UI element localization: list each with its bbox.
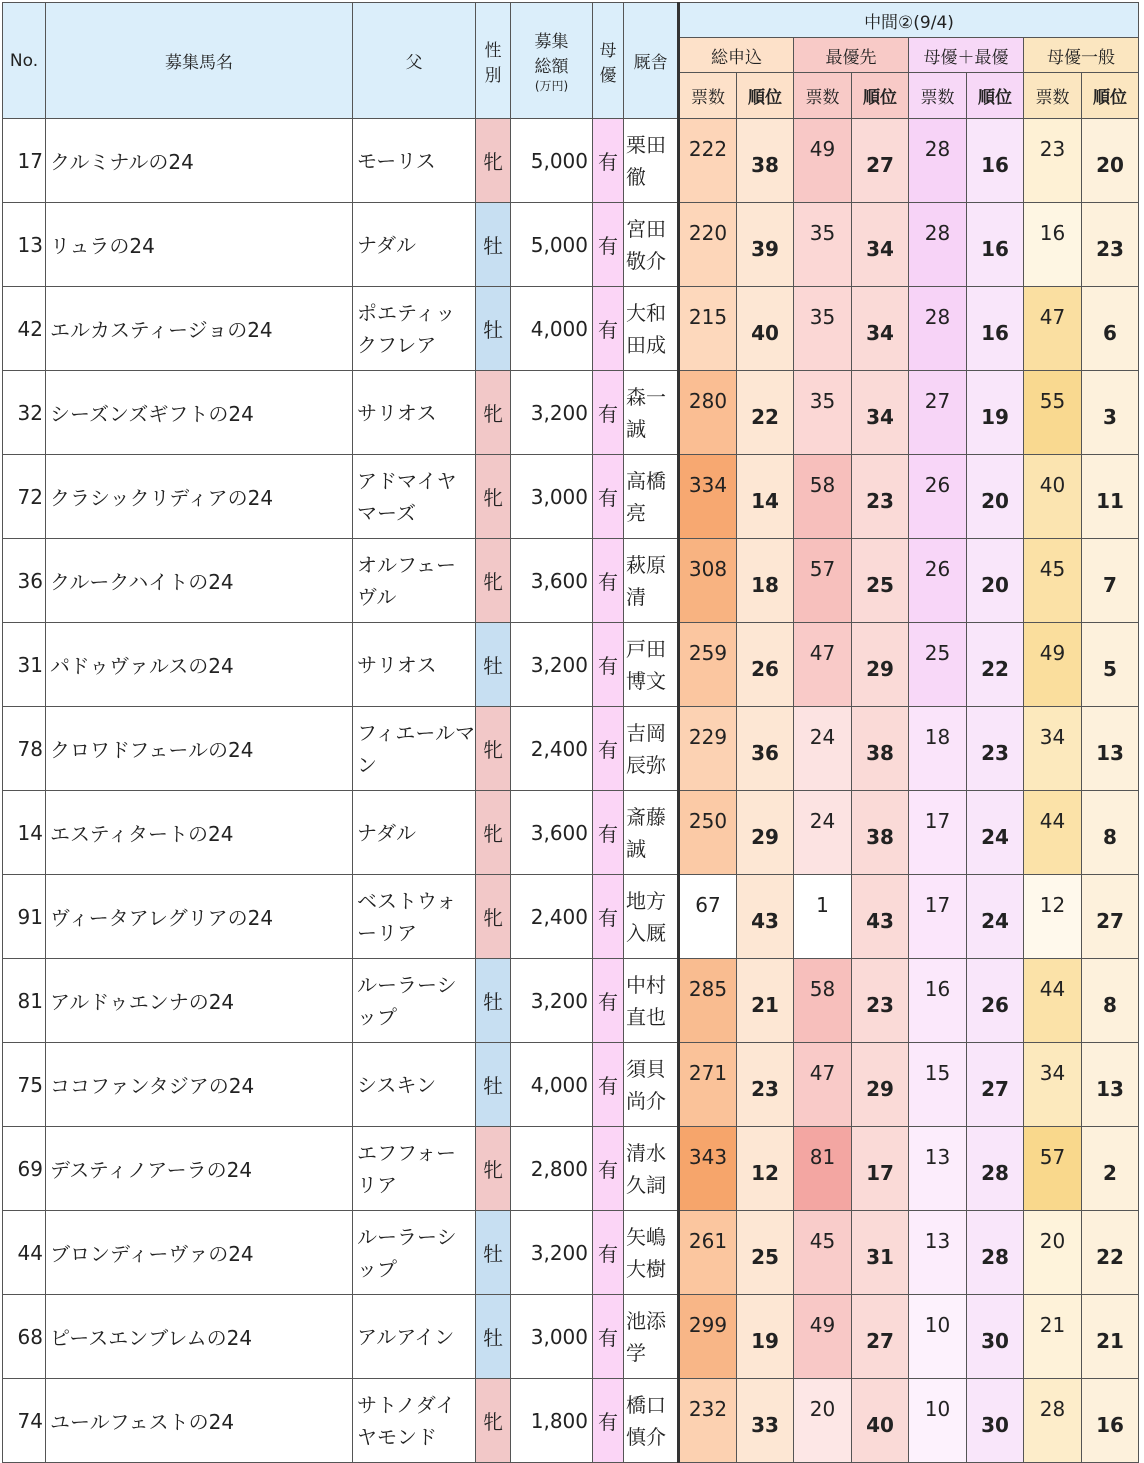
stable-cell: 吉岡辰弥	[624, 707, 679, 791]
total-rank: 12	[737, 1127, 794, 1211]
header-interim: 中間②(9/4)	[679, 3, 1139, 38]
total-votes: 271	[679, 1043, 737, 1127]
table-row	[3, 1127, 1139, 1211]
vote-header: 票数	[909, 73, 967, 119]
horse-no: 74	[3, 1379, 46, 1463]
top-votes: 24	[794, 707, 852, 791]
mother-general-rank: 8	[1082, 791, 1139, 875]
sire-name: シスキン	[353, 1043, 476, 1127]
sex-cell: 牝	[476, 539, 511, 623]
horse-name: リュラの24	[46, 203, 353, 287]
mother-top-votes: 10	[909, 1379, 967, 1463]
total-rank: 18	[737, 539, 794, 623]
sire-name: サリオス	[353, 371, 476, 455]
mother-top-rank: 28	[967, 1127, 1024, 1211]
sire-name: ベストウォーリア	[353, 875, 476, 959]
stable-cell: 栗田徹	[624, 119, 679, 203]
mother-priority-cell: 有	[593, 119, 624, 203]
horse-name: アルドゥエンナの24	[46, 959, 353, 1043]
mother-top-votes: 28	[909, 203, 967, 287]
header-price: 募集 総額 (万円)	[511, 3, 593, 119]
mother-general-votes: 16	[1024, 203, 1082, 287]
top-rank: 23	[852, 959, 909, 1043]
sex-cell: 牡	[476, 623, 511, 707]
price-cell: 3,000	[511, 455, 593, 539]
mother-general-votes: 34	[1024, 707, 1082, 791]
header-mother-priority: 母 優	[593, 3, 624, 119]
sex-cell: 牡	[476, 287, 511, 371]
mother-priority-cell: 有	[593, 1295, 624, 1379]
top-votes: 24	[794, 791, 852, 875]
top-rank: 34	[852, 203, 909, 287]
mother-general-votes: 34	[1024, 1043, 1082, 1127]
price-cell: 4,000	[511, 287, 593, 371]
top-votes: 35	[794, 287, 852, 371]
top-rank: 43	[852, 875, 909, 959]
top-rank: 31	[852, 1211, 909, 1295]
mother-top-rank: 30	[967, 1379, 1024, 1463]
mother-top-rank: 24	[967, 791, 1024, 875]
sex-cell: 牝	[476, 119, 511, 203]
mother-top-rank: 20	[967, 539, 1024, 623]
sire-name: フィエールマン	[353, 707, 476, 791]
mother-priority-cell: 有	[593, 1379, 624, 1463]
horse-no: 36	[3, 539, 46, 623]
mother-top-rank: 24	[967, 875, 1024, 959]
mother-general-votes: 12	[1024, 875, 1082, 959]
mother-top-rank: 19	[967, 371, 1024, 455]
sex-cell: 牡	[476, 1211, 511, 1295]
table-row	[3, 119, 1139, 203]
table-row	[3, 959, 1139, 1043]
mother-top-votes: 17	[909, 875, 967, 959]
top-votes: 58	[794, 959, 852, 1043]
top-rank: 34	[852, 371, 909, 455]
total-rank: 39	[737, 203, 794, 287]
mother-top-votes: 26	[909, 455, 967, 539]
mother-general-rank: 27	[1082, 875, 1139, 959]
mother-general-rank: 22	[1082, 1211, 1139, 1295]
total-votes: 308	[679, 539, 737, 623]
header-horse-name: 募集馬名	[46, 3, 353, 119]
stable-cell: 清水久詞	[624, 1127, 679, 1211]
stable-cell: 池添学	[624, 1295, 679, 1379]
table-row	[3, 455, 1139, 539]
rank-header: 順位	[1082, 73, 1139, 119]
group-mother-general: 母優一般	[1024, 38, 1139, 73]
sex-cell: 牝	[476, 875, 511, 959]
total-votes: 232	[679, 1379, 737, 1463]
mother-priority-cell: 有	[593, 791, 624, 875]
top-votes: 81	[794, 1127, 852, 1211]
sire-name: ナダル	[353, 203, 476, 287]
sire-name: ルーラーシップ	[353, 959, 476, 1043]
mother-priority-cell: 有	[593, 371, 624, 455]
price-cell: 3,200	[511, 623, 593, 707]
price-cell: 3,000	[511, 1295, 593, 1379]
total-rank: 22	[737, 371, 794, 455]
mother-top-votes: 13	[909, 1127, 967, 1211]
horse-no: 44	[3, 1211, 46, 1295]
table-row	[3, 371, 1139, 455]
group-mother-top: 母優＋最優	[909, 38, 1024, 73]
mother-top-votes: 25	[909, 623, 967, 707]
table-row	[3, 287, 1139, 371]
mother-general-votes: 40	[1024, 455, 1082, 539]
mother-general-votes: 55	[1024, 371, 1082, 455]
mother-general-votes: 49	[1024, 623, 1082, 707]
stable-cell: 斎藤誠	[624, 791, 679, 875]
header-stable: 厩舎	[624, 3, 679, 119]
sire-name: アドマイヤマーズ	[353, 455, 476, 539]
horse-name: クロワドフェールの24	[46, 707, 353, 791]
horse-no: 68	[3, 1295, 46, 1379]
mother-general-votes: 44	[1024, 959, 1082, 1043]
mother-priority-cell: 有	[593, 455, 624, 539]
stable-cell: 橋口慎介	[624, 1379, 679, 1463]
mother-top-rank: 16	[967, 287, 1024, 371]
mother-priority-cell: 有	[593, 707, 624, 791]
price-cell: 3,600	[511, 539, 593, 623]
sex-cell: 牝	[476, 791, 511, 875]
mother-general-rank: 20	[1082, 119, 1139, 203]
total-rank: 40	[737, 287, 794, 371]
mother-top-rank: 26	[967, 959, 1024, 1043]
mother-top-votes: 17	[909, 791, 967, 875]
mother-general-votes: 47	[1024, 287, 1082, 371]
mother-top-votes: 28	[909, 119, 967, 203]
recruitment-table	[2, 2, 1139, 1463]
mother-priority-cell: 有	[593, 1043, 624, 1127]
mother-top-rank: 22	[967, 623, 1024, 707]
total-rank: 43	[737, 875, 794, 959]
mother-general-rank: 2	[1082, 1127, 1139, 1211]
total-rank: 21	[737, 959, 794, 1043]
total-votes: 220	[679, 203, 737, 287]
table-row	[3, 875, 1139, 959]
total-rank: 23	[737, 1043, 794, 1127]
table-row	[3, 203, 1139, 287]
total-rank: 19	[737, 1295, 794, 1379]
header-sex: 性 別	[476, 3, 511, 119]
horse-name: ヴィータアレグリアの24	[46, 875, 353, 959]
price-cell: 3,200	[511, 371, 593, 455]
price-cell: 3,600	[511, 791, 593, 875]
mother-general-votes: 21	[1024, 1295, 1082, 1379]
sire-name: アルアイン	[353, 1295, 476, 1379]
sire-name: モーリス	[353, 119, 476, 203]
total-votes: 334	[679, 455, 737, 539]
top-rank: 27	[852, 1295, 909, 1379]
mother-top-votes: 13	[909, 1211, 967, 1295]
stable-cell: 萩原清	[624, 539, 679, 623]
table-row	[3, 623, 1139, 707]
mother-top-rank: 30	[967, 1295, 1024, 1379]
top-votes: 57	[794, 539, 852, 623]
table-row	[3, 707, 1139, 791]
mother-top-rank: 16	[967, 119, 1024, 203]
price-cell: 4,000	[511, 1043, 593, 1127]
horse-name: クルミナルの24	[46, 119, 353, 203]
top-votes: 35	[794, 203, 852, 287]
vote-header: 票数	[794, 73, 852, 119]
total-rank: 33	[737, 1379, 794, 1463]
mother-general-votes: 23	[1024, 119, 1082, 203]
total-rank: 14	[737, 455, 794, 539]
price-cell: 2,800	[511, 1127, 593, 1211]
sex-cell: 牡	[476, 1043, 511, 1127]
sex-cell: 牡	[476, 1295, 511, 1379]
sire-name: サトノダイヤモンド	[353, 1379, 476, 1463]
sex-cell: 牝	[476, 1127, 511, 1211]
stable-cell: 地方入厩	[624, 875, 679, 959]
header-no: No.	[3, 3, 46, 119]
horse-no: 72	[3, 455, 46, 539]
stable-cell: 高橋亮	[624, 455, 679, 539]
mother-top-votes: 27	[909, 371, 967, 455]
mother-top-rank: 23	[967, 707, 1024, 791]
horse-name: クラシックリディアの24	[46, 455, 353, 539]
mother-priority-cell: 有	[593, 623, 624, 707]
price-cell: 1,800	[511, 1379, 593, 1463]
top-votes: 1	[794, 875, 852, 959]
rank-header: 順位	[852, 73, 909, 119]
top-rank: 17	[852, 1127, 909, 1211]
stable-cell: 宮田敬介	[624, 203, 679, 287]
total-votes: 215	[679, 287, 737, 371]
horse-name: デスティノアーラの24	[46, 1127, 353, 1211]
stable-cell: 中村直也	[624, 959, 679, 1043]
top-rank: 38	[852, 707, 909, 791]
total-votes: 261	[679, 1211, 737, 1295]
table-body	[3, 119, 1139, 1463]
horse-name: ブロンディーヴァの24	[46, 1211, 353, 1295]
price-cell: 3,200	[511, 1211, 593, 1295]
horse-no: 91	[3, 875, 46, 959]
sex-cell: 牝	[476, 1379, 511, 1463]
rank-header: 順位	[967, 73, 1024, 119]
total-votes: 229	[679, 707, 737, 791]
total-rank: 29	[737, 791, 794, 875]
total-votes: 343	[679, 1127, 737, 1211]
top-rank: 27	[852, 119, 909, 203]
mother-general-votes: 20	[1024, 1211, 1082, 1295]
mother-top-votes: 26	[909, 539, 967, 623]
horse-name: エルカスティージョの24	[46, 287, 353, 371]
table-row	[3, 1379, 1139, 1463]
table-row	[3, 539, 1139, 623]
mother-general-votes: 28	[1024, 1379, 1082, 1463]
sire-name: ナダル	[353, 791, 476, 875]
mother-general-rank: 8	[1082, 959, 1139, 1043]
total-votes: 259	[679, 623, 737, 707]
stable-cell: 戸田博文	[624, 623, 679, 707]
mother-general-rank: 3	[1082, 371, 1139, 455]
sex-cell: 牝	[476, 707, 511, 791]
table-row	[3, 1295, 1139, 1379]
sire-name: エフフォーリア	[353, 1127, 476, 1211]
mother-general-rank: 6	[1082, 287, 1139, 371]
top-votes: 47	[794, 623, 852, 707]
price-cell: 5,000	[511, 203, 593, 287]
mother-top-votes: 18	[909, 707, 967, 791]
mother-top-rank: 20	[967, 455, 1024, 539]
mother-priority-cell: 有	[593, 1211, 624, 1295]
horse-no: 81	[3, 959, 46, 1043]
top-votes: 49	[794, 1295, 852, 1379]
mother-general-rank: 23	[1082, 203, 1139, 287]
total-votes: 299	[679, 1295, 737, 1379]
price-cell: 2,400	[511, 875, 593, 959]
mother-top-votes: 28	[909, 287, 967, 371]
sire-name: ポエティックフレア	[353, 287, 476, 371]
mother-priority-cell: 有	[593, 1127, 624, 1211]
top-votes: 20	[794, 1379, 852, 1463]
horse-no: 14	[3, 791, 46, 875]
top-votes: 58	[794, 455, 852, 539]
mother-top-votes: 10	[909, 1295, 967, 1379]
horse-no: 31	[3, 623, 46, 707]
total-votes: 67	[679, 875, 737, 959]
sex-cell: 牝	[476, 371, 511, 455]
horse-name: ココファンタジアの24	[46, 1043, 353, 1127]
total-votes: 285	[679, 959, 737, 1043]
horse-name: エスティタートの24	[46, 791, 353, 875]
top-votes: 49	[794, 119, 852, 203]
mother-general-rank: 5	[1082, 623, 1139, 707]
horse-name: パドゥヴァルスの24	[46, 623, 353, 707]
top-votes: 35	[794, 371, 852, 455]
mother-top-rank: 28	[967, 1211, 1024, 1295]
group-top-priority: 最優先	[794, 38, 909, 73]
horse-no: 75	[3, 1043, 46, 1127]
mother-top-votes: 16	[909, 959, 967, 1043]
horse-name: シーズンズギフトの24	[46, 371, 353, 455]
mother-priority-cell: 有	[593, 959, 624, 1043]
group-total: 総申込	[679, 38, 794, 73]
sex-cell: 牡	[476, 959, 511, 1043]
table-row	[3, 791, 1139, 875]
horse-no: 42	[3, 287, 46, 371]
sire-name: サリオス	[353, 623, 476, 707]
horse-no: 78	[3, 707, 46, 791]
top-rank: 29	[852, 1043, 909, 1127]
top-rank: 23	[852, 455, 909, 539]
mother-general-rank: 7	[1082, 539, 1139, 623]
table-row	[3, 1043, 1139, 1127]
mother-top-rank: 16	[967, 203, 1024, 287]
mother-general-rank: 13	[1082, 1043, 1139, 1127]
sex-cell: 牡	[476, 203, 511, 287]
mother-general-rank: 11	[1082, 455, 1139, 539]
mother-top-rank: 27	[967, 1043, 1024, 1127]
mother-general-votes: 45	[1024, 539, 1082, 623]
total-rank: 26	[737, 623, 794, 707]
horse-name: ユールフェストの24	[46, 1379, 353, 1463]
total-rank: 36	[737, 707, 794, 791]
top-rank: 29	[852, 623, 909, 707]
mother-general-votes: 44	[1024, 791, 1082, 875]
header-sire: 父	[353, 3, 476, 119]
horse-name: ピースエンブレムの24	[46, 1295, 353, 1379]
horse-no: 69	[3, 1127, 46, 1211]
top-rank: 38	[852, 791, 909, 875]
price-cell: 3,200	[511, 959, 593, 1043]
stable-cell: 大和田成	[624, 287, 679, 371]
mother-priority-cell: 有	[593, 875, 624, 959]
total-votes: 280	[679, 371, 737, 455]
total-rank: 38	[737, 119, 794, 203]
horse-name: クルークハイトの24	[46, 539, 353, 623]
mother-priority-cell: 有	[593, 287, 624, 371]
horse-no: 17	[3, 119, 46, 203]
sire-name: ルーラーシップ	[353, 1211, 476, 1295]
total-votes: 222	[679, 119, 737, 203]
top-votes: 45	[794, 1211, 852, 1295]
top-rank: 40	[852, 1379, 909, 1463]
stable-cell: 須貝尚介	[624, 1043, 679, 1127]
stable-cell: 森一誠	[624, 371, 679, 455]
table-row	[3, 1211, 1139, 1295]
stable-cell: 矢嶋大樹	[624, 1211, 679, 1295]
sire-name: オルフェーヴル	[353, 539, 476, 623]
mother-general-rank: 16	[1082, 1379, 1139, 1463]
top-rank: 25	[852, 539, 909, 623]
mother-priority-cell: 有	[593, 203, 624, 287]
vote-header: 票数	[679, 73, 737, 119]
mother-general-rank: 13	[1082, 707, 1139, 791]
top-rank: 34	[852, 287, 909, 371]
mother-top-votes: 15	[909, 1043, 967, 1127]
price-cell: 2,400	[511, 707, 593, 791]
sex-cell: 牝	[476, 455, 511, 539]
mother-general-votes: 57	[1024, 1127, 1082, 1211]
rank-header: 順位	[737, 73, 794, 119]
total-rank: 25	[737, 1211, 794, 1295]
mother-general-rank: 21	[1082, 1295, 1139, 1379]
horse-no: 13	[3, 203, 46, 287]
vote-header: 票数	[1024, 73, 1082, 119]
price-cell: 5,000	[511, 119, 593, 203]
horse-no: 32	[3, 371, 46, 455]
total-votes: 250	[679, 791, 737, 875]
mother-priority-cell: 有	[593, 539, 624, 623]
top-votes: 47	[794, 1043, 852, 1127]
